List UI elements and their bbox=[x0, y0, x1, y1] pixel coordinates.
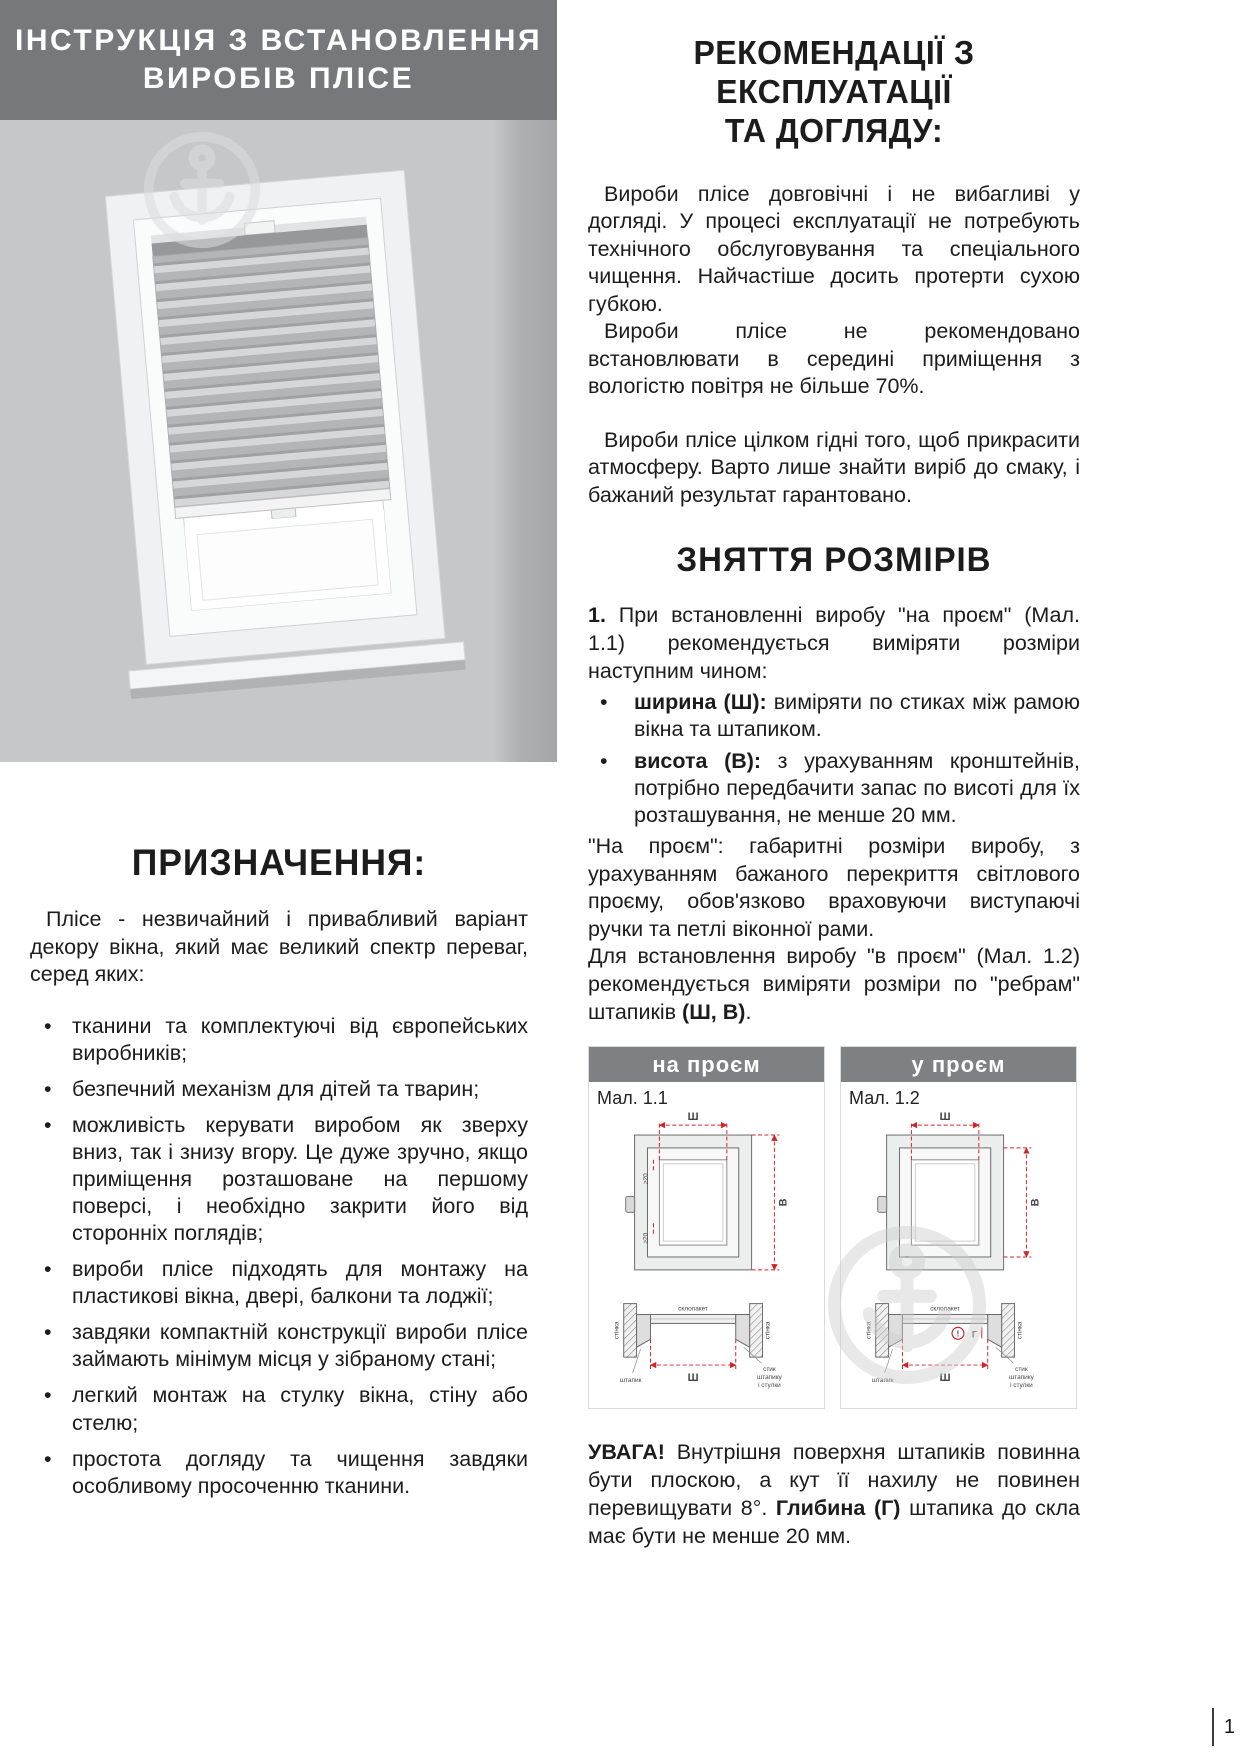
page-number bbox=[1212, 1708, 1235, 1746]
purpose-list bbox=[30, 1013, 528, 1500]
window-blind-photo bbox=[56, 126, 526, 756]
height-text: з урахуванням кронштейнів, потрібно передбачити запас по висоті для їх розташування, не менше 20 мм. bbox=[634, 749, 1080, 828]
measuring-list bbox=[588, 689, 1080, 829]
warning-label: УВАГА! bbox=[588, 1440, 665, 1465]
warning-paragraph bbox=[588, 1439, 1080, 1551]
wall-label: стінка bbox=[764, 1321, 772, 1340]
measuring-heading: ЗНЯТТЯ РОЗМІРІВ bbox=[676, 541, 992, 580]
photo-section bbox=[0, 0, 557, 762]
height-dimension bbox=[1004, 1148, 1042, 1257]
depth-term: Глибина (Г) bbox=[775, 1495, 901, 1520]
v-proem-paragraph bbox=[588, 943, 1080, 1026]
min20-label: ≥20 bbox=[642, 1232, 650, 1244]
figure-na-proem bbox=[588, 1046, 825, 1409]
v-proem-end: . bbox=[745, 999, 752, 1024]
warning-text-1: Внутрішня поверхня штапиків повинна бути плоскою, а кут її нахилу не повинен перевищувати 8°. bbox=[588, 1440, 1080, 1520]
care-heading-line2: ТА ДОГЛЯДУ: bbox=[724, 111, 944, 149]
figure2-header: у проєм bbox=[841, 1047, 1076, 1082]
figure2-diagram bbox=[841, 1106, 1074, 1406]
joint-label-1: стик bbox=[763, 1366, 776, 1374]
window-handle bbox=[878, 1197, 887, 1213]
figure2-body bbox=[841, 1082, 1076, 1408]
banner-title-line1: ІНСТРУКЦІЯ З ВСТАНОВЛЕННЯ bbox=[14, 24, 543, 57]
measuring-step-1 bbox=[588, 602, 1080, 685]
step-number: 1. bbox=[588, 603, 606, 628]
figure1-header: на проєм bbox=[589, 1047, 824, 1082]
figure1-diagram bbox=[589, 1106, 822, 1406]
figure1-body bbox=[589, 1082, 824, 1408]
joint-label-3: і стулки bbox=[758, 1381, 781, 1389]
list-item: • простота догляду та чищення завдяки особливому просоченню тканини. bbox=[30, 1446, 528, 1500]
height-label: В bbox=[777, 1198, 790, 1207]
care-paragraph-1: Вироби плісе довговічні і не вибагливі у догляді. У процесі експлуатації не потребують технічного обслуговування та спеціального чищення. Найчастіше досить протерти сухою губкою. bbox=[588, 181, 1080, 316]
care-heading bbox=[595, 34, 1072, 151]
list-item bbox=[588, 689, 1080, 743]
purpose-intro: Плісе - незвичайний і привабливий варіант декору вікна, який має великий спектр переваг, серед яких: bbox=[30, 907, 528, 987]
list-item: • безпечний механізм для дітей та тварин; bbox=[30, 1076, 528, 1103]
joint-label-1: стик bbox=[1015, 1366, 1028, 1374]
width-label: Ш bbox=[939, 1111, 951, 1124]
window-handle bbox=[626, 1197, 635, 1213]
exclamation-icon: ! bbox=[956, 1329, 960, 1339]
purpose-section bbox=[30, 842, 528, 1500]
list-item: • легкий монтаж на стулку вікна, стіну або стелю; bbox=[30, 1382, 528, 1436]
figure2-caption: Мал. 1.2 bbox=[849, 1088, 920, 1109]
step-text: При встановленні виробу "на проєм" (Мал. 1.1) рекомендується виміряти розміри наступним чином: bbox=[588, 603, 1080, 683]
width-label: Ш bbox=[687, 1111, 699, 1124]
right-column bbox=[588, 34, 1080, 1572]
banner-title-line2: ВИРОБІВ ПЛІСЕ bbox=[142, 61, 415, 95]
min20-label: ≥20 bbox=[642, 1173, 650, 1185]
joint-label-2: штапику bbox=[757, 1373, 782, 1381]
width-term: ширина (Ш): bbox=[634, 690, 767, 715]
list-item: • можливість керувати виробом як зверху вниз, так і знизу вгору. Це дуже зручно, якщо приміщення розташоване на першому поверсі, і необхідно закрити його від сторонніх поглядів; bbox=[30, 1112, 528, 1247]
pleated-fabric bbox=[153, 238, 390, 508]
wall-label: стінка bbox=[865, 1321, 873, 1340]
depth-annotation bbox=[952, 1327, 982, 1339]
cross-section bbox=[865, 1304, 1035, 1389]
window-group bbox=[87, 169, 466, 699]
v-proem-text: Для встановлення виробу "в проєм" (Мал. 1.2) рекомендується виміряти розміри по "ребрам" штапиків bbox=[588, 944, 1080, 1024]
wall-label: стінка bbox=[1016, 1321, 1024, 1340]
list-item: • тканини та комплектуючі від європейських виробників; bbox=[30, 1013, 528, 1067]
width-text: виміряти по стиках між рамою вікна та штапиком. bbox=[634, 690, 1080, 742]
list-item bbox=[588, 748, 1080, 829]
care-heading-line1: РЕКОМЕНДАЦІЇ З ЕКСПЛУАТАЦІЇ bbox=[693, 34, 975, 110]
wall-label: стінка bbox=[613, 1321, 621, 1340]
joint-label-2: штапику bbox=[1009, 1373, 1034, 1381]
figure-u-proem bbox=[840, 1046, 1077, 1409]
figures-row bbox=[588, 1046, 1080, 1409]
height-term: висота (В): bbox=[634, 749, 762, 774]
height-label: В bbox=[1029, 1198, 1042, 1207]
bead-label: штапик bbox=[619, 1376, 642, 1384]
cross-section bbox=[613, 1304, 783, 1389]
section-width-label: Ш bbox=[687, 1371, 699, 1384]
list-item: • вироби плісе підходять для монтажу на пластикові вікна, двері, балкони та лоджії; bbox=[30, 1256, 528, 1310]
purpose-heading: ПРИЗНАЧЕННЯ: bbox=[131, 842, 427, 883]
joint-label-3: і стулки bbox=[1010, 1381, 1033, 1389]
care-paragraph-3: Вироби плісе цілком гідні того, щоб прикрасити атмосферу. Варто лише знайти виріб до смаку, і бажаний результат гарантовано. bbox=[588, 427, 1080, 507]
page-number-value: 1 bbox=[1223, 1715, 1235, 1738]
left-banner bbox=[0, 0, 557, 120]
glass-unit-label: склопакет bbox=[678, 1305, 709, 1313]
bead-label: штапик bbox=[871, 1376, 894, 1384]
page-number-divider bbox=[1212, 1708, 1214, 1746]
warning-text-2: штапика до скла має бути не менше 20 мм. bbox=[588, 1495, 1081, 1548]
section-width-label: Ш bbox=[939, 1371, 951, 1384]
window-frame-diagram bbox=[626, 1135, 752, 1270]
na-proem-paragraph: "На проєм": габаритні розміри виробу, з урахуванням бажаного перекриття світлового проєму, обов'язково враховуючи виступаючі ручки та петлі віконної рами. bbox=[588, 834, 1080, 941]
list-item: • завдяки компактній конструкції вироби плісе займають мінімум місця у зібраному стані; bbox=[30, 1319, 528, 1373]
glass-unit-label: склопакет bbox=[930, 1305, 961, 1313]
depth-label: Г bbox=[971, 1329, 977, 1340]
v-proem-dims: (Ш, В) bbox=[682, 999, 746, 1024]
height-dimension bbox=[752, 1135, 790, 1270]
window-frame-diagram bbox=[878, 1135, 1004, 1270]
figure1-caption: Мал. 1.1 bbox=[597, 1088, 668, 1109]
care-paragraph-2: Вироби плісе не рекомендовано встановлювати в середині приміщення з вологістю повітря не більше 70%. bbox=[588, 319, 1080, 399]
